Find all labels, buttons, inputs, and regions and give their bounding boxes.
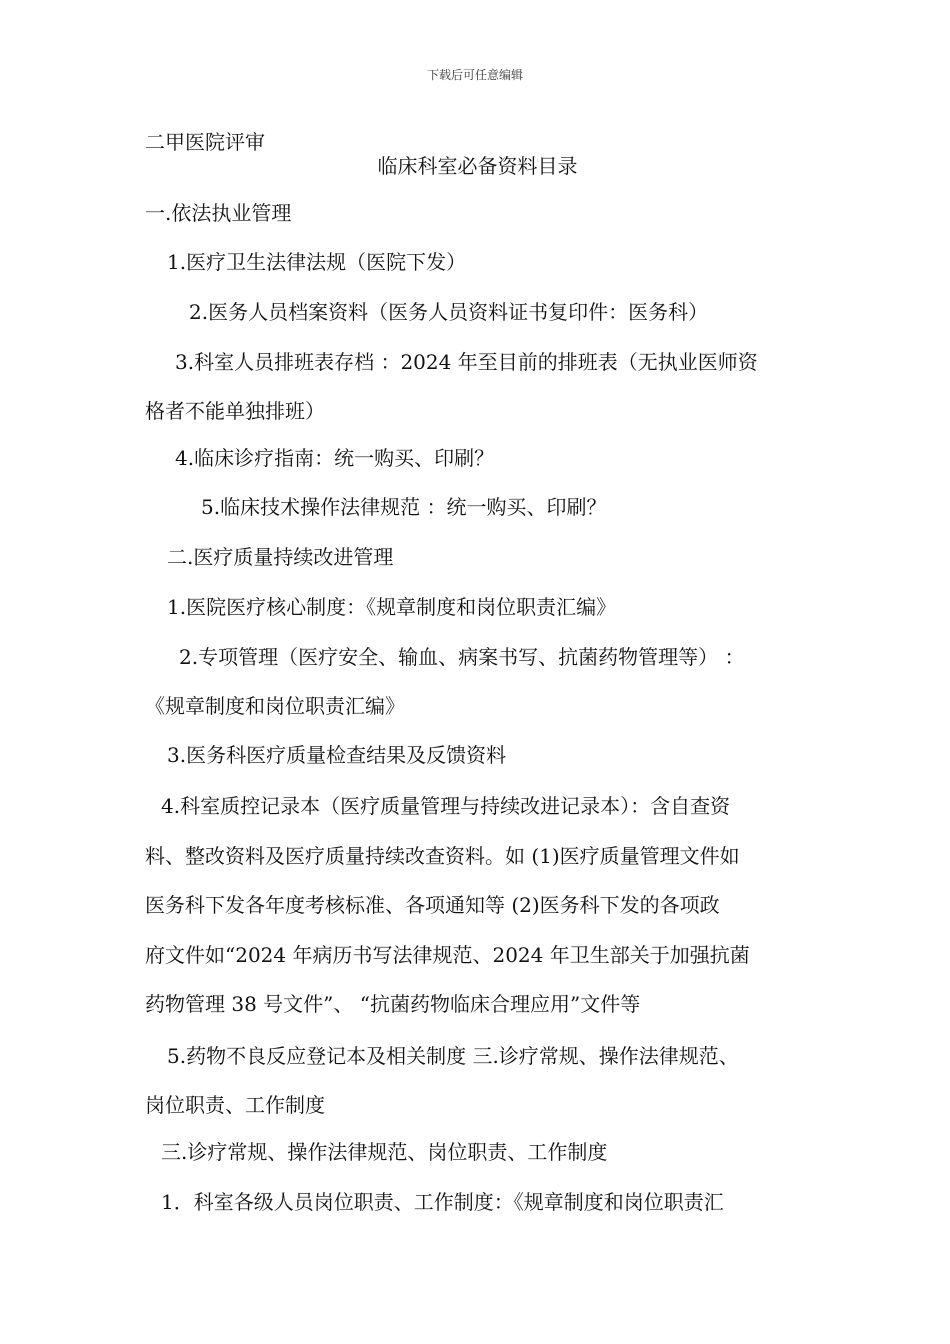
- list-item: 1.医院医疗核心制度：《规章制度和岗位职责汇编》: [167, 595, 617, 619]
- list-item-continued: 医务科下发各年度考核标准、各项通知等 (2)医务科下发的各项政: [145, 893, 720, 917]
- list-item-continued: 药物管理 38 号文件”、 “抗菌药物临床合理应用”文件等: [145, 992, 641, 1016]
- section-heading: 一.依法执业管理: [145, 201, 292, 225]
- list-item: 1．科室各级人员岗位职责、工作制度：《规章制度和岗位职责汇: [161, 1190, 724, 1214]
- list-item: 4.临床诊疗指南：统一购买、印刷？: [175, 446, 495, 470]
- pretitle: 二甲医院评审: [145, 130, 265, 154]
- list-item: 2.专项管理（医疗安全、输血、病案书写、抗菌药物管理等） ：: [179, 645, 745, 669]
- section-heading: 二.医疗质量持续改进管理: [167, 545, 394, 569]
- list-item-continued: 格者不能单独排班）: [145, 399, 325, 423]
- list-item: 1.医疗卫生法律法规（医院下发）: [167, 250, 467, 274]
- list-item: 3.科室人员排班表存档 ：2024 年至目前的排班表（无执业医师资: [175, 350, 758, 374]
- list-item-continued: 岗位职责、工作制度: [145, 1093, 325, 1117]
- list-item: 2.医务人员档案资料（医务人员资料证书复印件：医务科）: [189, 300, 709, 324]
- section-heading: 三.诊疗常规、操作法律规范、岗位职责、工作制度: [161, 1140, 608, 1164]
- doc-title: 临床科室必备资料目录: [377, 154, 578, 178]
- list-item: 5.药物不良反应登记本及相关制度 三.诊疗常规、操作法律规范、: [167, 1044, 739, 1068]
- list-item-continued: 府文件如“2024 年病历书写法律规范、2024 年卫生部关于加强抗菌: [145, 943, 750, 967]
- list-item: 4.科室质控记录本（医疗质量管理与持续改进记录本）：含自查资: [161, 794, 731, 818]
- list-item-continued: 《规章制度和岗位职责汇编》: [145, 694, 405, 718]
- list-item: 3.医务科医疗质量检查结果及反馈资料: [167, 743, 507, 767]
- list-item: 5.临床技术操作法律规范 ：统一购买、印刷？: [201, 495, 607, 519]
- download-note: 下载后可任意编辑: [426, 68, 523, 82]
- list-item-continued: 料、整改资料及医疗质量持续改查资料。如 (1)医疗质量管理文件如: [145, 844, 740, 868]
